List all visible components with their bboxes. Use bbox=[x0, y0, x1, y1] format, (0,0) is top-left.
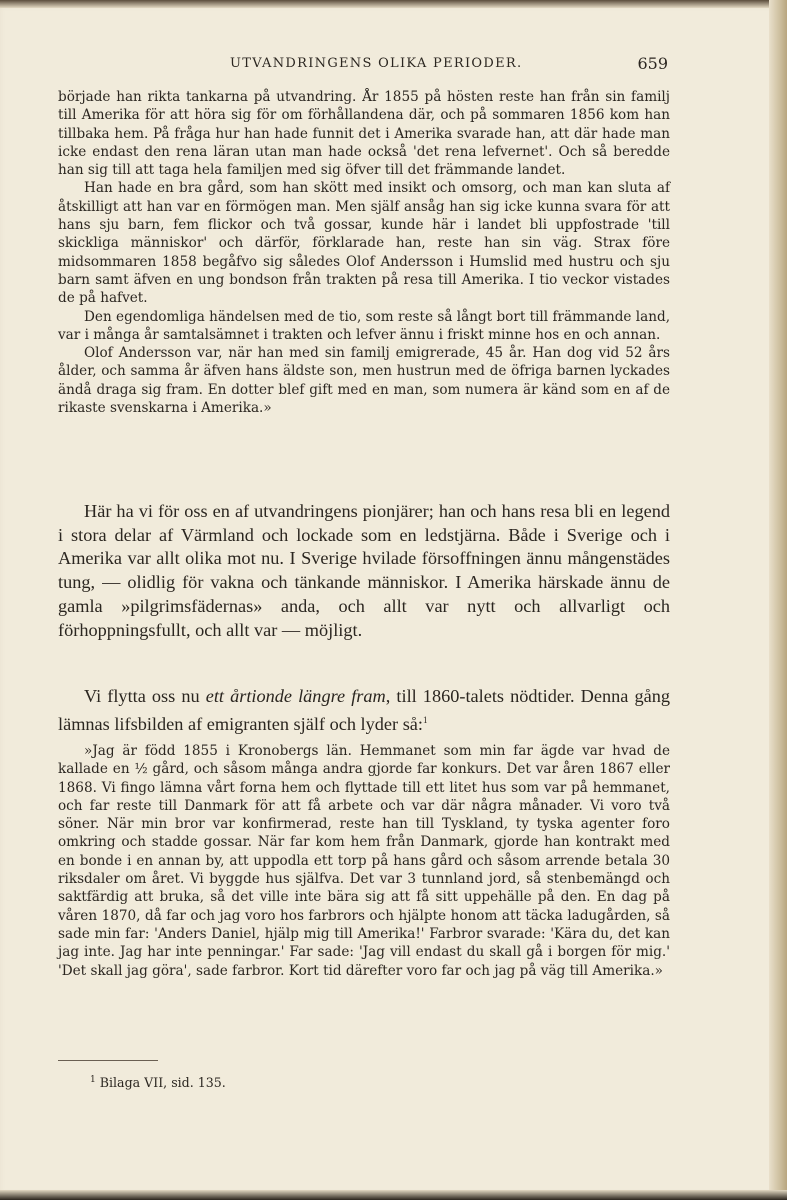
running-head: UTVANDRINGENS OLIKA PERIODER. bbox=[230, 56, 523, 71]
text-run: , till 1860-talets nödtider. Denna gång lämnas lifsbilden af emigranten själf och lyder så: bbox=[58, 686, 670, 734]
page-bottom-edge bbox=[0, 1190, 787, 1200]
page-header bbox=[60, 54, 670, 76]
footnote-mark: 1 bbox=[90, 1075, 96, 1085]
italic-phrase: ett årtionde längre fram bbox=[205, 686, 386, 706]
footnote-rule bbox=[58, 1060, 158, 1061]
paragraph: Här ha vi för oss en af utvandringens pionjärer; han och hans resa bli en legend i stora delar af Värmland och lockade som en ledstjärna. Både i Sverige och i Amerika var allt olika mot nu. I Sverige hvilade försoffningen ännu mångenstädes tung, — olidlig för vakna och tänkande människor. I Amerika härskade ännu de gamla »pilgrimsfädernas» anda, och allt var nytt och allvarligt och förhoppningsfullt, och allt var — möjligt. bbox=[58, 501, 670, 640]
paragraph: Han hade en bra gård, som han skött med insikt och omsorg, och man kan sluta af åtskilligt att han var en förmögen man. Men själf ansåg han sig icke kunna svara för att hans sju barn, fem flickor och två gossar, kunde här i landet bli uppfostrade 'till skickliga människor' och därför, förklarade han, reste han sin väg. Strax före midsommaren 1858 begåfvo sig således Olof Andersson i Humslid med hustru och sju barn samt äfven en ung bondson från trakten på resa till Amerika. I tio veckor vistades de på hafvet. bbox=[58, 180, 670, 307]
quoted-account-olof-andersson bbox=[58, 88, 670, 417]
paragraph: Den egendomliga händelsen med de tio, som reste så långt bort till främmande land, var i många år samtalsämnet i trakten och lefver ännu i friskt minne hos en och annan. bbox=[58, 308, 671, 343]
paragraph: Olof Andersson var, när han med sin familj emigrerade, 45 år. Han dog vid 52 års ålder, och samma år äfven hans äldste son, men hustrun med de öfriga barnen lyckades ändå draga sig fram. En dotter blef gift med en man, som numera är känd som en af de rikaste svenskarna i Amerika.» bbox=[58, 345, 670, 417]
quoted-account-emigrant bbox=[58, 742, 670, 980]
text-run: Vi flytta oss nu bbox=[84, 686, 206, 706]
paragraph bbox=[58, 685, 670, 737]
paragraph: började han rikta tankarna på utvandring. År 1855 på hösten reste han från sin familj till Amerika för att höra sig för om förhållandena där, och på sommaren 1856 kom han tillbaka hem. På fråga hur han hade funnit det i Amerika svarade han, att där hade man icke endast den rena läran utan man hade också 'det rena lefvernet'. Och så beredde han sig till att taga hela familjen med sig öfver till det främmande landet. bbox=[58, 89, 670, 179]
paragraph: »Jag är född 1855 i Kronobergs län. Hemmanet som min far ägde var hvad de kallade en ½ gård, och såsom många andra gjorde far konkurs. Det var åren 1867 eller 1868. Vi fingo lämna vårt forna hem och flyttade till ett litet hus som var på hemmanet, och far reste till Danmark för att få arbete och var där några månader. Vi voro två söner. När min bror var konfirmerad, reste han till Tyskland, ty tyska agenter foro omkring och stadde gossar. När far kom hem från Danmark, gjorde han kontrakt med en bonde i en annan by, att uppodla ett torp på hans gård och såsom arrende betala 30 riksdaler om året. Vi byggde hus själfva. Det var 3 tunnland jord, så stenbemängd och saktfärdig att bruka, så det ville inte bära sig att få sitt uppehälle på den. En dag på våren 1870, då far och jag voro hos farbrors och hjälpte honom att täcka ladugården, så sade min far: 'Anders Daniel, hjälp mig till Amerika!' Farbror svarade: 'Kära du, det kan jag inte. Jag har inte penningar.' Far sade: 'Jag vill endast du skall gå i borgen för mig.' 'Det skall jag göra', sade farbror. Kort tid därefter voro far och jag på väg till Amerika.» bbox=[58, 743, 670, 979]
footnote-reference: 1 bbox=[423, 714, 428, 725]
page-number: 659 bbox=[637, 54, 668, 73]
page-top-edge bbox=[0, 0, 787, 8]
footnote bbox=[90, 1072, 226, 1091]
commentary-1860s bbox=[58, 685, 670, 737]
page-fore-edge bbox=[769, 0, 787, 1200]
commentary-pioneers bbox=[58, 500, 670, 642]
footnote-text: Bilaga VII, sid. 135. bbox=[99, 1075, 226, 1091]
